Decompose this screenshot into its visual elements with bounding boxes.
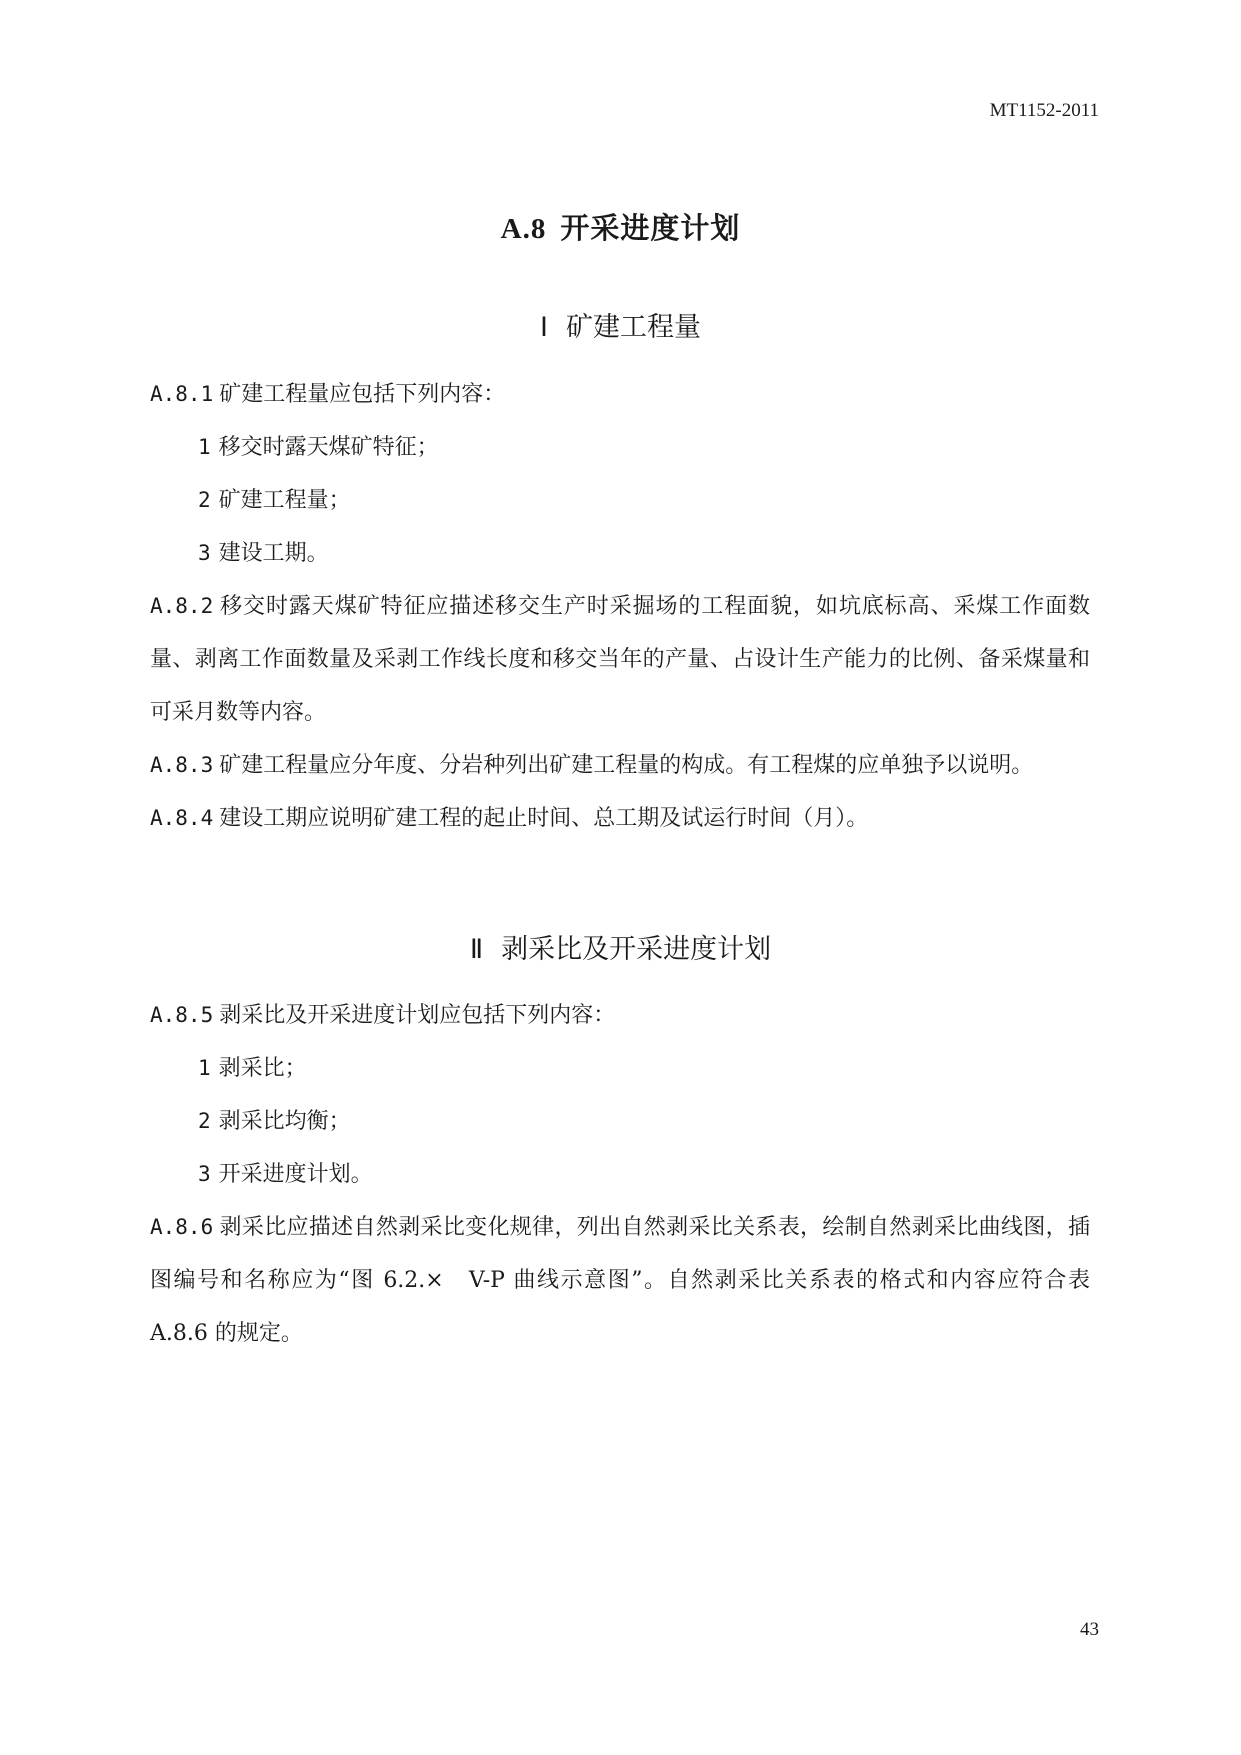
- subsection-heading-2: [0, 927, 1241, 966]
- document-code: MT1152-2011: [989, 100, 1099, 121]
- section-number: A.8: [500, 213, 547, 245]
- part2-content: [150, 989, 1090, 1360]
- list-item-text: 剥采比；: [218, 1056, 307, 1081]
- page-number: 43: [1080, 1619, 1099, 1640]
- list-item-text: 开采进度计划。: [218, 1162, 373, 1187]
- section-title: 开采进度计划: [560, 211, 741, 245]
- clause-a84: [150, 792, 1090, 845]
- list-item: [150, 1148, 1090, 1201]
- clause-number: A.8.3: [150, 753, 214, 777]
- clause-text: 建设工期应说明矿建工程的起止时间、总工期及试运行时间（月）。: [219, 806, 869, 831]
- clause-number: A.8.5: [150, 1003, 214, 1027]
- section-heading: [0, 206, 1241, 247]
- list-item-number: 1: [198, 435, 211, 459]
- clause-a86: [150, 1201, 1090, 1360]
- part1-content: [150, 368, 1090, 845]
- clause-text: 矿建工程量应分年度、分岩种列出矿建工程量的构成。有工程煤的应单独予以说明。: [219, 753, 1034, 778]
- list-item: [150, 1095, 1090, 1148]
- list-item-number: 3: [198, 1162, 211, 1186]
- clause-text: 移交时露天煤矿特征应描述移交生产时采掘场的工程面貌，如坑底标高、采煤工作面数量、剥离工作面数量及采剥工作线长度和移交当年的产量、占设计生产能力的比例、备采煤量和可采月数等内容。: [150, 594, 1090, 725]
- subsection-heading-1: [0, 305, 1241, 344]
- list-item-text: 矿建工程量；: [218, 488, 351, 513]
- list-item-text: 建设工期。: [218, 541, 329, 566]
- list-item-number: 2: [198, 488, 211, 512]
- clause-number: A.8.1: [150, 382, 214, 406]
- list-item-number: 2: [198, 1109, 211, 1133]
- list-item: [150, 421, 1090, 474]
- subsection-roman-2: Ⅱ: [469, 934, 484, 964]
- list-item-text: 移交时露天煤矿特征；: [218, 435, 439, 460]
- clause-text: 矿建工程量应包括下列内容：: [219, 382, 506, 407]
- subsection-roman-1: Ⅰ: [540, 312, 548, 342]
- subsection-title-1: 矿建工程量: [565, 312, 701, 343]
- list-item-number: 3: [198, 541, 211, 565]
- clause-a82: [150, 580, 1090, 739]
- clause-text: 剥采比及开采进度计划应包括下列内容：: [219, 1003, 616, 1028]
- list-item-number: 1: [198, 1056, 211, 1080]
- clause-text: 剥采比应描述自然剥采比变化规律，列出自然剥采比关系表，绘制自然剥采比曲线图，插图编号和名称应为“图 6.2.× V-P 曲线示意图”。自然剥采比关系表的格式和内容应符合表 A.8.6 的规定。: [150, 1215, 1090, 1346]
- subsection-title-2: 剥采比及开采进度计划: [501, 934, 772, 965]
- list-item-text: 剥采比均衡；: [218, 1109, 351, 1134]
- list-item: [150, 474, 1090, 527]
- clause-a85: [150, 989, 1090, 1042]
- clause-number: A.8.6: [150, 1215, 214, 1239]
- clause-a81: [150, 368, 1090, 421]
- list-item: [150, 527, 1090, 580]
- clause-a83: [150, 739, 1090, 792]
- list-item: [150, 1042, 1090, 1095]
- clause-number: A.8.4: [150, 806, 214, 830]
- clause-number: A.8.2: [150, 594, 214, 618]
